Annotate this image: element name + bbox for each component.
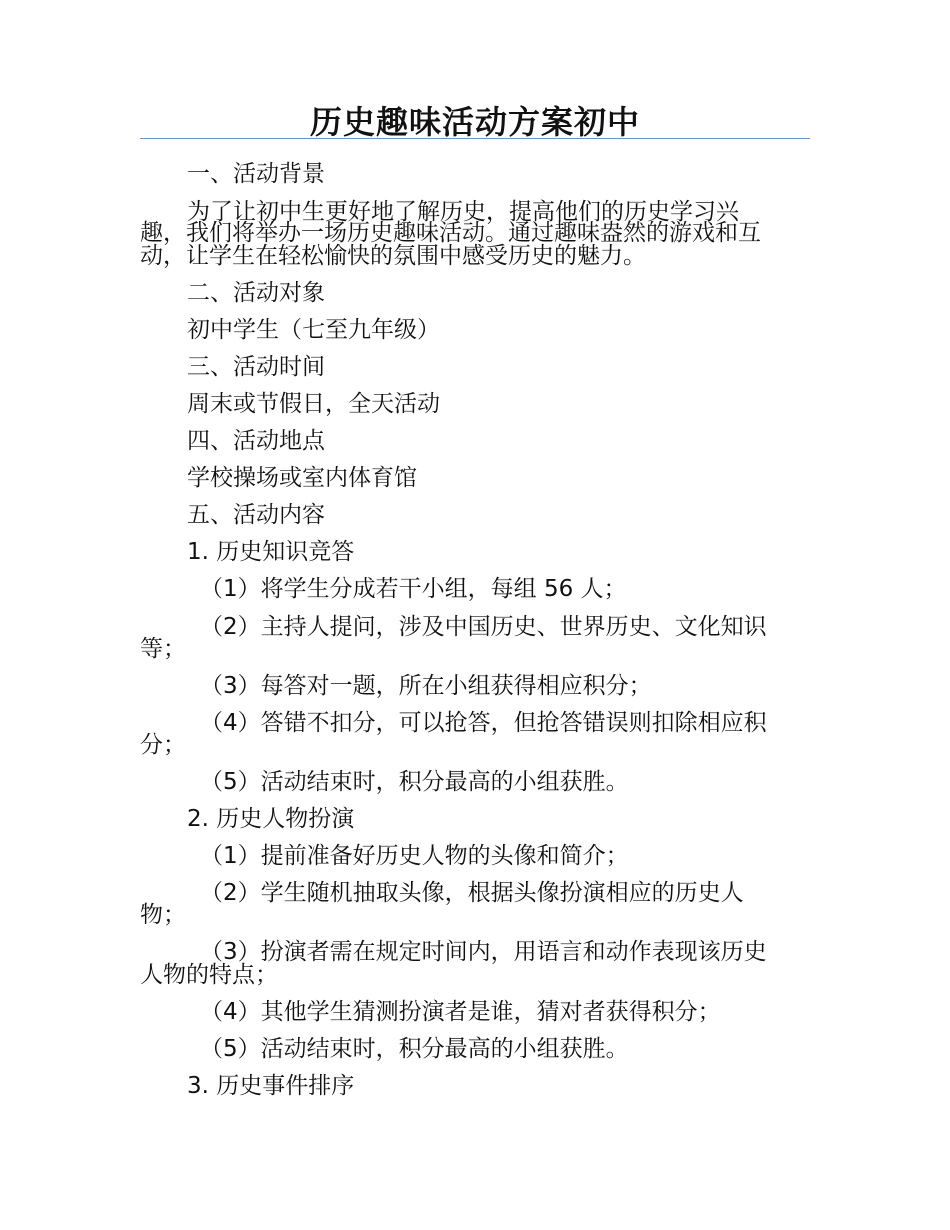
list-item: （2）主持人提问，涉及中国历史、世界历史、文化知识 (200, 614, 767, 640)
title-underline (140, 138, 810, 139)
list-item: （5）活动结束时，积分最高的小组获胜。 (200, 769, 629, 795)
list-item: （1）将学生分成若干小组，每组 56 人； (200, 576, 627, 602)
paragraph-line: 初中学生（七至九年级） (187, 317, 440, 343)
list-item: （3）每答对一题，所在小组获得相应积分； (200, 673, 652, 699)
section-heading: 三、活动时间 (187, 354, 325, 380)
list-item: （2）学生随机抽取头像，根据头像扮演相应的历史人 (200, 880, 744, 906)
paragraph-line: 学校操场或室内体育馆 (187, 465, 417, 491)
paragraph-line: 周末或节假日，全天活动 (187, 391, 440, 417)
list-item: （5）活动结束时，积分最高的小组获胜。 (200, 1036, 629, 1062)
subsection-heading: 1. 历史知识竞答 (187, 539, 355, 565)
document-title: 历史趣味活动方案初中 (309, 103, 640, 141)
paragraph-line: 趣，我们将举办一场历史趣味活动。通过趣味盎然的游戏和互 (140, 220, 761, 246)
list-item-continuation: 分； (140, 732, 186, 758)
paragraph-line: 为了让初中生更好地了解历史，提高他们的历史学习兴 (187, 199, 739, 225)
paragraph-line: 动，让学生在轻松愉快的氛围中感受历史的魅力。 (140, 243, 646, 269)
list-item-continuation: 人物的特点； (140, 962, 278, 988)
list-item: （3）扮演者需在规定时间内，用语言和动作表现该历史 (200, 939, 767, 965)
subsection-heading: 3. 历史事件排序 (187, 1073, 355, 1099)
list-item: （4）其他学生猜测扮演者是谁，猜对者获得积分； (200, 999, 721, 1025)
list-item-continuation: 物； (140, 902, 186, 928)
list-item: （1）提前准备好历史人物的头像和简介； (200, 843, 629, 869)
list-item: （4）答错不扣分，可以抢答，但抢答错误则扣除相应积 (200, 710, 767, 736)
list-item-continuation: 等； (140, 636, 186, 662)
section-heading: 五、活动内容 (187, 502, 325, 528)
section-heading: 四、活动地点 (187, 428, 325, 454)
section-heading: 一、活动背景 (187, 161, 325, 187)
section-heading: 二、活动对象 (187, 280, 325, 306)
subsection-heading: 2. 历史人物扮演 (187, 806, 355, 832)
